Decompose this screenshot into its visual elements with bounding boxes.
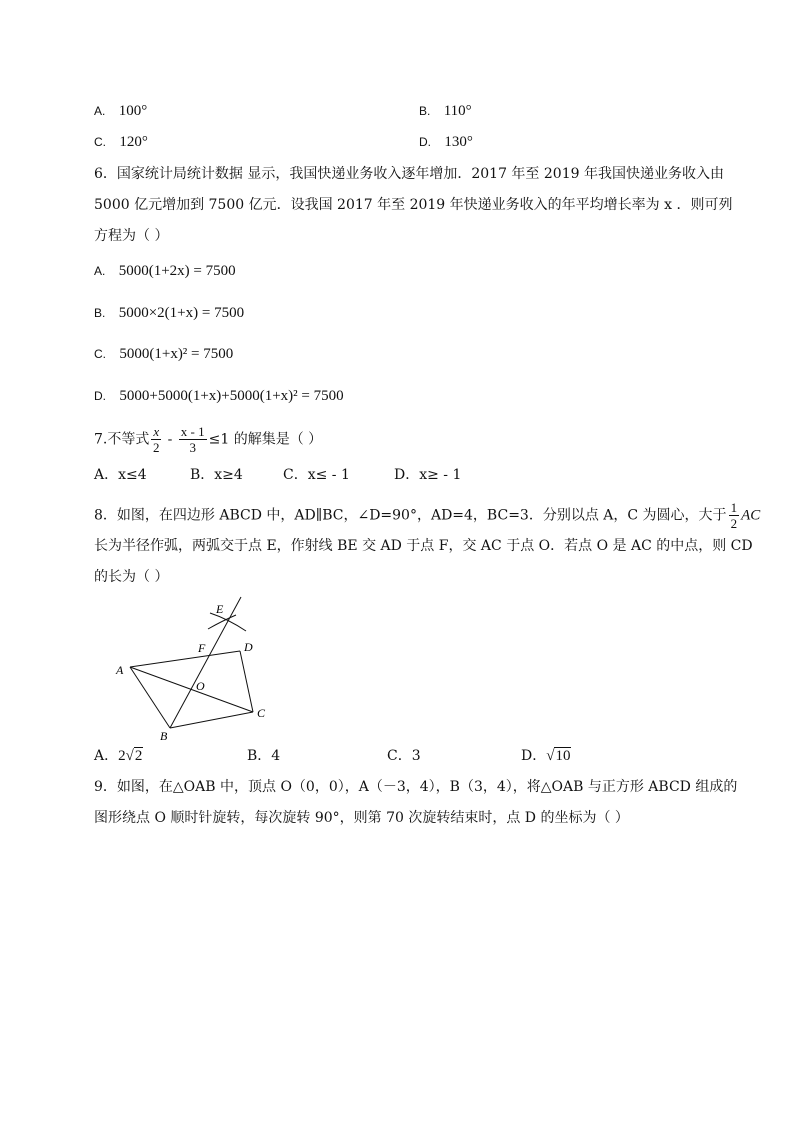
segment-AD: [130, 651, 240, 667]
label-D: D: [244, 640, 253, 654]
q7-option-a: A．x≤4: [94, 467, 147, 483]
q8-geometry-figure: [110, 595, 280, 740]
label-O: O: [196, 679, 205, 693]
q5-option-d: D. 130°: [419, 134, 473, 150]
q8-option-c: C．3: [387, 748, 421, 764]
q6-option-a: A. 5000(1+2x) = 7500: [94, 263, 236, 279]
q6-option-d: D. 5000+5000(1+x)+5000(1+x)² = 7500: [94, 388, 344, 404]
q7-option-d: D．x≥ - 1: [394, 467, 462, 483]
q8-option-a: A．2√2: [94, 748, 143, 764]
q6-line-3: 方程为（ ）: [94, 228, 169, 244]
q8-fraction: $\frac{1}{2}$: [730, 500, 738, 531]
q5-option-c: C. 120°: [94, 134, 148, 150]
q9-line-2: 图形绕点 O 顺时针旋转，每次旋转 90°，则第 70 次旋转结束时，点 D 的坐标为（ ）: [94, 810, 629, 826]
segment-CB: [170, 712, 253, 728]
q7-option-b: B．x≥4: [190, 467, 243, 483]
q7-option-c: C．x≤ - 1: [283, 467, 350, 483]
segment-AC: [130, 667, 253, 712]
q8-line-3: 的长为（ ）: [94, 569, 169, 585]
segment-BA: [130, 667, 170, 728]
q8-option-b: B．4: [247, 748, 281, 764]
q8-line-2: 长为半径作弧，两弧交于点 E，作射线 BE 交 AD 于点 F，交 AC 于点 O．若点 O 是 AC 的中点，则 CD: [94, 538, 753, 554]
label-E: E: [216, 602, 224, 616]
label-C: C: [257, 706, 266, 720]
q6-option-b: B. 5000×2(1+x) = 7500: [94, 305, 245, 321]
q6-line-1: 6．国家统计局统计数据 显示，我国快递业务收入逐年增加．2017 年至 2019 年我国快递业务收入由: [94, 166, 724, 182]
ray-BE: [170, 597, 241, 728]
q7-fraction-2: $\frac{x - 1}{3}$: [180, 424, 205, 455]
q5-option-a: A. 100°: [94, 103, 148, 119]
q6-line-2: 5000 亿元增加到 7500 亿元．设我国 2017 年至 2019 年快递业务收入的年平均增长率为 x ．则可列: [94, 197, 733, 213]
q5-option-b: B. 110°: [419, 103, 472, 119]
label-F: F: [198, 641, 206, 655]
q6-option-c: C. 5000(1+x)² = 7500: [94, 346, 234, 362]
q8-option-d: D．√10: [521, 748, 571, 764]
label-A: A: [116, 663, 124, 677]
q9-line-1: 9．如图，在△OAB 中，顶点 O（0，0），A（－3，4），B（3，4），将△OAB 与正方形 ABCD 组成的: [94, 779, 738, 795]
q7-stem: 7.不等式 $\frac{x}{2}$ - $\frac{x - 1}{3}$ ≤1 的解集是（ ）: [94, 424, 323, 455]
q7-fraction-1: $\frac{x}{2}$: [153, 424, 160, 455]
q8-line-1: 8．如图，在四边形 ABCD 中，AD∥BC，∠D=90°，AD=4，BC=3．分别以点 A，C 为圆心，大于 $\frac{1}{2}$ AC: [94, 500, 761, 531]
segment-DC: [240, 651, 253, 712]
label-B: B: [160, 729, 168, 740]
